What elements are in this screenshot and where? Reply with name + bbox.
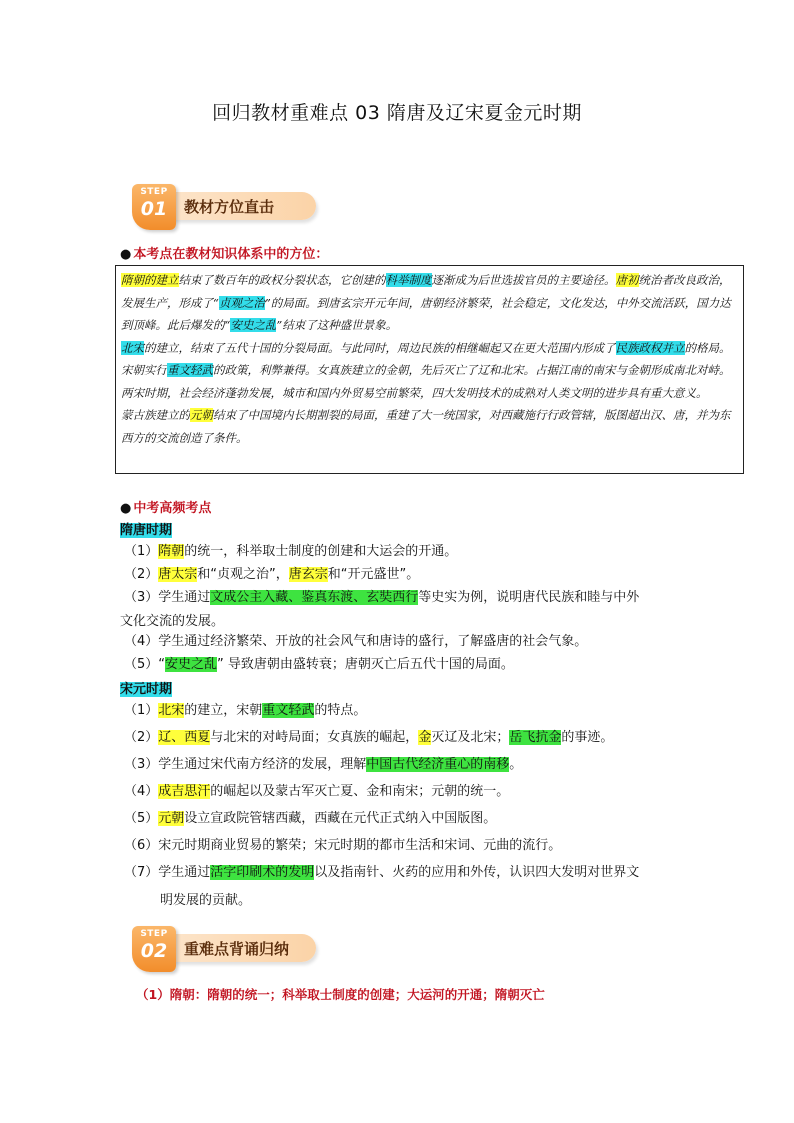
- text-segment: （2）: [124, 567, 159, 582]
- step-01-badge: [128, 184, 318, 230]
- list-item-continuation: [160, 889, 251, 908]
- highlighted-text: 文成公主入藏、鉴真东渡、玄奘西行: [210, 590, 419, 605]
- highlighted-text: 重文轻武: [262, 703, 315, 718]
- text-segment: 和“开元盛世”。: [327, 567, 420, 582]
- bullet-dot-icon: ●: [120, 247, 132, 262]
- step-label: 教材方位直击: [184, 198, 275, 216]
- text-segment: 的政策，利弊兼得。女真族建立的金朝，先后灭亡了辽和北宋。占据江南的南宋与金朝形成南北对峙。两宋时期，社会经济蓬勃发展，城市和国内外贸易空前繁荣，四大发明技术的成熟对人类文明的进步具有重大意义。: [121, 363, 731, 400]
- text-segment: （5）“: [124, 657, 166, 672]
- box-paragraph: [121, 269, 739, 337]
- highlighted-text: 中国古代经济重心的南移: [366, 757, 510, 772]
- list-item: [124, 654, 514, 676]
- text-segment: 逐渐成为后世选拔官员的主要途径。: [431, 273, 616, 287]
- summary-line: （1）隋朝：隋朝的统一；科举取士制度的创建；大运河的开通；隋朝灭亡: [136, 987, 545, 1002]
- text-segment: 明发展的贡献。: [160, 893, 252, 908]
- text-segment: 和“贞观之治”，: [197, 567, 289, 582]
- highlighted-text: 唐玄宗: [288, 567, 328, 582]
- text-segment: 统治者改良政治，发展生产，形成了“: [121, 273, 731, 310]
- highlighted-text: 安史之乱: [165, 657, 218, 672]
- text-segment: （4）: [124, 784, 159, 799]
- list-item: [124, 862, 639, 884]
- bullet-dot-icon: ●: [120, 501, 132, 516]
- box-paragraph: [121, 404, 739, 449]
- highlighted-text: 唐太宗: [158, 567, 198, 582]
- text-segment: 的特点。: [314, 703, 367, 718]
- highlighted-text: 北宋: [121, 340, 144, 355]
- position-heading-text: 本考点在教材知识体系中的方位：: [133, 247, 329, 262]
- text-segment: 的统一，科举取士制度的创建和大运会的开通。: [184, 544, 458, 559]
- step-02-badge: [128, 926, 318, 972]
- text-segment: 的建立，结束了五代十国的分裂局面。与此同时，周边民族的相继崛起又在更大范围内形成了: [144, 340, 616, 355]
- frequent-points-text: 中考高频考点: [133, 501, 212, 516]
- text-segment: （2）: [124, 730, 159, 745]
- list-item: [124, 587, 639, 609]
- text-segment: 设立宣政院管辖西藏，西藏在元代正式纳入中国版图。: [184, 811, 497, 826]
- highlighted-text: 成吉思汗: [158, 784, 211, 799]
- list-item: [124, 835, 561, 857]
- text-segment: 的建立，宋朝: [184, 703, 263, 718]
- highlighted-text: 辽、西夏: [158, 730, 211, 745]
- highlighted-text: 北宋: [158, 703, 185, 718]
- text-segment: （6）宋元时期商业贸易的繁荣；宋元时期的都市生活和宋词、元曲的流行。: [124, 838, 562, 853]
- highlighted-text: 元朝: [190, 408, 213, 422]
- list-item-continuation: [120, 610, 224, 629]
- highlighted-text: 活字印刷术的发明: [210, 865, 315, 880]
- step-tag: [132, 184, 176, 230]
- highlighted-text: 岳飞抗金: [509, 730, 562, 745]
- text-segment: （5）: [124, 811, 159, 826]
- text-segment: （3）学生通过宋代南方经济的发展，理解: [124, 757, 367, 772]
- section-song-yuan: [120, 678, 172, 697]
- list-item: [124, 727, 613, 749]
- text-segment: 结束了数百年的政权分裂状态，它创建的: [178, 273, 386, 287]
- highlighted-text: 安史之乱: [230, 318, 277, 332]
- step-label: 重难点背诵归纳: [184, 940, 290, 958]
- section-sui-tang-label: 隋唐时期: [120, 523, 173, 538]
- text-segment: （1）: [124, 703, 159, 718]
- text-segment: （7）学生通过: [124, 865, 211, 880]
- highlighted-text: 隋朝: [158, 544, 185, 559]
- page-title: 回归教材重难点 03 隋唐及辽宋夏金元时期: [212, 102, 582, 124]
- text-segment: 的事迹。: [561, 730, 614, 745]
- text-segment: （4）学生通过经济繁荣、开放的社会风气和唐诗的盛行，了解盛唐的社会气象。: [124, 634, 588, 649]
- step-word: STEP: [140, 929, 168, 939]
- text-segment: （1）: [124, 544, 159, 559]
- position-heading: [120, 243, 328, 262]
- list-item: [124, 631, 587, 653]
- section-song-yuan-label: 宋元时期: [120, 682, 173, 697]
- text-segment: 以及指南针、火药的应用和外传，认识四大发明对世界文: [314, 865, 640, 880]
- list-item: [124, 541, 457, 563]
- textbook-position-box: [115, 265, 744, 474]
- text-segment: 结束了中国境内长期割裂的局面，重建了大一统国家，对西藏施行行政管辖，版图超出汉、唐，并为东西方的交流创造了条件。: [121, 408, 731, 445]
- highlighted-text: 贞观之治: [218, 295, 265, 310]
- text-segment: ”结束了这种盛世景象。: [276, 318, 398, 332]
- list-item: [124, 781, 509, 803]
- text-segment: 与北宋的对峙局面；女真族的崛起，: [210, 730, 419, 745]
- step-word: STEP: [140, 187, 168, 197]
- frequent-points-heading: [120, 497, 211, 516]
- section-sui-tang: [120, 519, 172, 538]
- list-item: [124, 564, 419, 586]
- text-segment: 的崛起以及蒙古军灭亡夏、金和南宋；元朝的统一。: [210, 784, 510, 799]
- list-item: [124, 754, 522, 776]
- step-tag: [132, 926, 176, 972]
- list-item: [124, 808, 496, 830]
- highlighted-text: 重文轻武: [167, 363, 213, 377]
- text-segment: （3）学生通过: [124, 590, 211, 605]
- text-segment: 文化交流的发展。: [120, 614, 225, 629]
- highlighted-text: 元朝: [158, 811, 185, 826]
- text-segment: 的格局。宋朝实行: [121, 340, 731, 377]
- step-number: 02: [140, 940, 168, 962]
- text-segment: 蒙古族建立的: [121, 408, 190, 422]
- box-paragraph: [121, 337, 739, 405]
- highlighted-text: 隋朝的建立: [121, 273, 179, 287]
- list-item: [124, 700, 366, 722]
- text-segment: ”的局面。到唐玄宗开元年间，唐朝经济繁荣，社会稳定，文化发达，中外交流活跃，国力达到顶峰。此后爆发的“: [121, 295, 731, 332]
- text-segment: 灭辽及北宋；: [431, 730, 510, 745]
- highlighted-text: 金: [418, 730, 432, 745]
- text-segment: 。: [509, 757, 523, 772]
- highlighted-text: 民族政权并立: [615, 340, 685, 355]
- highlighted-text: 科举制度: [385, 273, 432, 287]
- highlighted-text: 唐初: [615, 273, 639, 287]
- text-segment: 等史实为例，说明唐代民族和睦与中外: [418, 590, 640, 605]
- text-segment: ” 导致唐朝由盛转衰；唐朝灭亡后五代十国的局面。: [217, 657, 514, 672]
- step-number: 01: [140, 198, 168, 220]
